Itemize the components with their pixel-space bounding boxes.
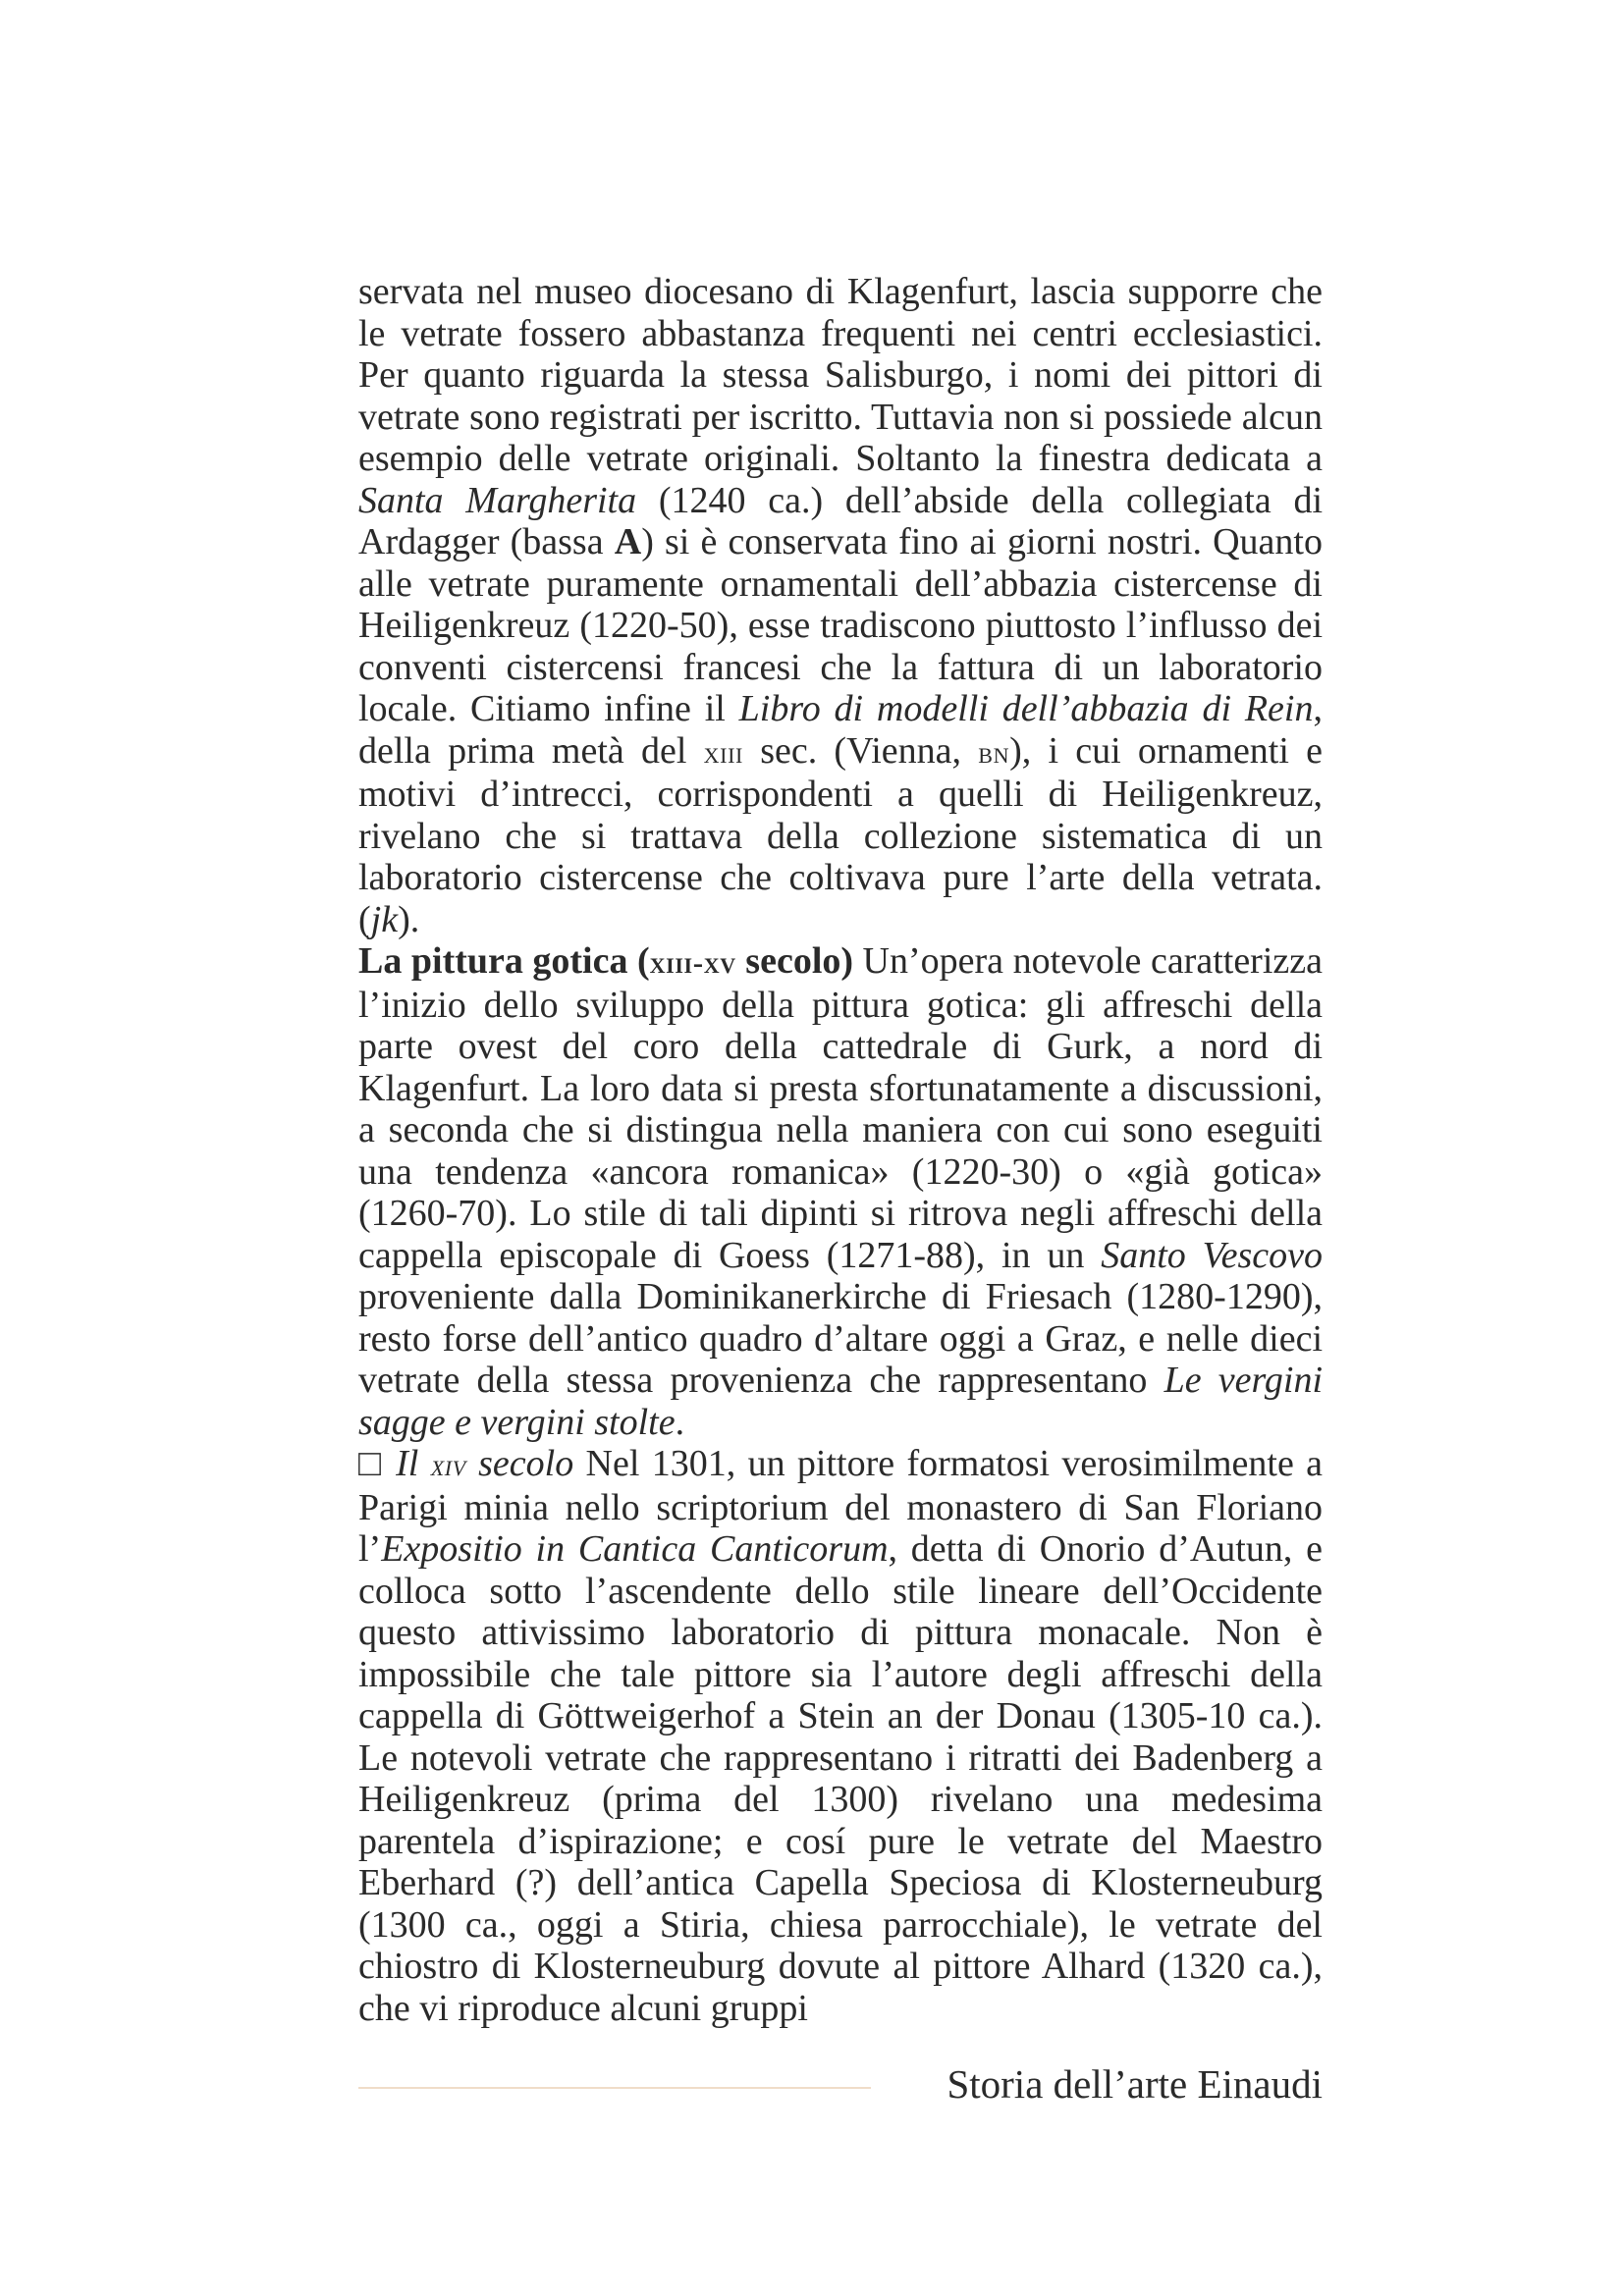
styled-text-run: Il <box>396 1443 431 1484</box>
styled-text-run: Libro di modelli dell’abbazia di Rein <box>738 688 1314 729</box>
paragraph-ornamental-glass <box>358 271 1323 940</box>
styled-text-run: bn <box>978 734 1010 770</box>
text-run: , detta di Onorio d’Autun, e colloca sotto l’ascendente dello stile lineare dell’Occidente questo attivissimo laboratorio di pittura monacale. Non è impossibile che tale pittore sia l’autore degli affreschi della cappella di Göttweigerhof a Stein an der Donau (1305-10 ca.). Le notevoli vetrate che rappresentano i ritratti dei Badenberg a Heiligenkreuz (prima del 1300) rivelano una medesima parentela d’ispirazione; e cosí pure le vetrate del Maestro Eberhard (?) dell’antica Capella Speciosa di Klosterneuburg (1300 ca., oggi a Stiria, chiesa parrocchiale), le vetrate del chiostro di Klosterneuburg dovute al pittore Alhard (1320 ca.), che vi riproduce alcuni gruppi <box>358 1528 1323 2029</box>
text-run: servata nel museo diocesano di Klagenfurt, lascia supporre che le vetrate fossero abbastanza frequenti nei centri ecclesiastici. Per quanto riguarda la stessa Salisburgo, i nomi dei pittori di vetrate sono registrati per iscritto. Tuttavia non si possiede alcun esempio delle vetrate originali. Soltanto la finestra dedicata a <box>358 271 1323 479</box>
text-run: proveniente dalla Dominikanerkirche di Friesach (1280-1290), resto forse dell’antico quadro d’altare oggi a Graz, e nelle dieci vetrate della stessa provenienza che rappresentano <box>358 1276 1323 1401</box>
text-run: Nel 1301, un pittore formatosi verosimilmente a Parigi minia nello scriptorium del monastero di San Floriano l’ <box>358 1443 1324 1570</box>
text-run: ). <box>398 898 420 940</box>
styled-text-run: Santa Margherita <box>358 479 637 521</box>
paragraph-fourteenth-century <box>358 1443 1323 2029</box>
text-run: □ <box>358 1443 397 1484</box>
body-text <box>358 271 1323 2029</box>
text-run: , della prima metà del <box>358 688 1323 772</box>
styled-text-run: Le vergini sagge e vergini stolte <box>358 1360 1323 1443</box>
styled-text-run: xiv <box>430 1448 466 1482</box>
text-run: ), i cui ornamenti e motivi d’intrecci, corrispondenti a quelli di Heiligenkreuz, rivelano che si trattava della collezione sistematica di un laboratorio cistercense che coltivava pure l’arte della vetrata. ( <box>358 729 1324 940</box>
styled-text-run: Expositio in Cantica Canticorum <box>381 1528 889 1570</box>
footer-rule <box>358 2087 871 2089</box>
footer-title: Storia dell’arte Einaudi <box>947 2061 1323 2107</box>
text-run: . <box>675 1401 685 1443</box>
styled-text-run: xiii <box>703 734 743 770</box>
styled-text-run: xiii-xv <box>649 945 736 980</box>
text-run: (1240 ca.) dell’abside della collegiata di Ardagger (bassa <box>358 479 1324 562</box>
text-run: sec. (Vienna, <box>742 729 979 772</box>
paragraph-gothic-painting <box>358 940 1323 1443</box>
text-run: ) si è conservata fino ai giorni nostri. Quanto alle vetrate puramente ornamentali dell’abbazia cistercense di Heiligenkreuz (1220-50), esse tradiscono piuttosto l’influsso dei conventi cistercensi francesi che la fattura di un laboratorio locale. Citiamo infine il <box>358 521 1323 729</box>
styled-text-run: secolo <box>465 1443 574 1484</box>
styled-text-run: A <box>614 521 642 562</box>
styled-text-run: La pittura gotica ( <box>358 940 650 982</box>
styled-text-run: jk <box>370 898 399 940</box>
text-run: Un’opera notevole caratterizza l’inizio dello sviluppo della pittura gotica: gli affreschi della parte ovest del coro della cattedrale di Gurk, a nord di Klagenfurt. La loro data si presta sfortunatamente a discussioni, a seconda che si distingua nella maniera con cui sono eseguiti una tendenza «ancora romanica» (1220-30) o «già gotica» (1260-70). Lo stile di tali dipinti si ritrova negli affreschi della cappella episcopale di Goess (1271-88), in un <box>358 940 1323 1276</box>
styled-text-run: Santo Vescovo <box>1101 1234 1323 1276</box>
styled-text-run: secolo) <box>735 940 854 982</box>
